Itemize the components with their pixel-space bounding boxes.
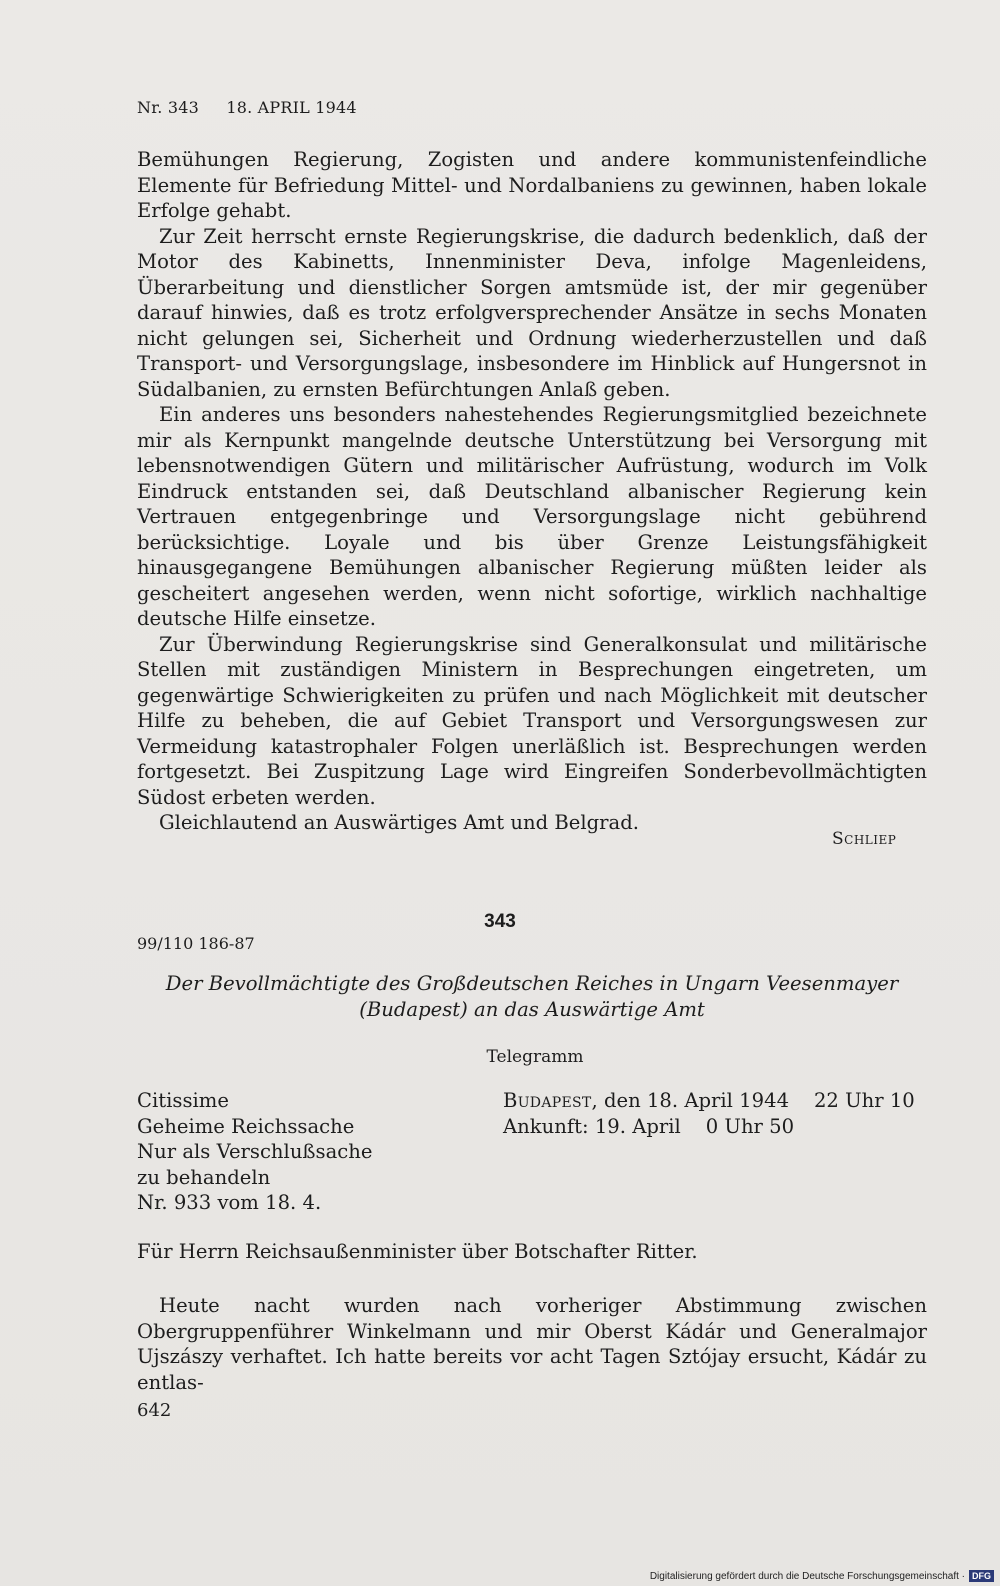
paragraph: Ein anderes uns besonders nahestehendes Regierungsmitglied bezeichnete mir als Kernpunkt mangelnde deutsche Unterstützung bei Versorgung mit lebensnotwendigen Gütern und militärischer Aufrüstung, wodurch im Volk Eindruck entstanden sei, daß Deutschland albanischer Regierung kein Vertrauen entgegenbringe und Versorgungslage nicht gebührend berücksichtige. Loyale und bis über Grenze Leistungsfähigkeit hinausgegangene Bemühungen albanischer Regierung müßten leider als gescheitert angesehen werden, wenn nicht sofortige, wirklich nachhaltige deutsche Hilfe einsetze. [137,403,927,630]
classification-line: Nr. 933 vom 18. 4. [137,1191,322,1214]
classification-line: Geheime Reichssache [137,1114,355,1138]
header-date: 18. APRIL 1944 [226,98,357,117]
addressee-line: Für Herrn Reichsaußenminister über Botschafter Ritter. [137,1240,698,1263]
classification-block [137,1088,372,1216]
signature: Schliep [832,829,897,849]
footer-credit [650,1570,994,1582]
paragraph: Heute nacht wurden nach vorheriger Abstimmung zwischen Obergruppenführer Winkelmann und mir Oberst Kádár und Generalmajor Ujszászy verhaftet. Ich hatte bereits vor acht Tagen Sztójay ersucht, Kádár zu entlas- [137,1294,927,1394]
header-doc-ref: Nr. 343 [137,98,200,117]
dfg-logo: DFG [969,1570,994,1582]
document-type: Telegramm [486,1047,584,1067]
classification-line: zu behandeln [137,1165,271,1189]
document-title: Der Bevollmächtigte des Großdeutschen Reiches in Ungarn Veesenmayer (Budapest) an das Auswärtige Amt [165,972,899,1021]
document-body [137,1293,927,1395]
page-number: 642 [137,1400,172,1421]
origin-place: Budapest [503,1089,592,1112]
running-header [137,98,357,117]
paragraph: Zur Überwindung Regierungskrise sind Generalkonsulat und militärische Stellen mit zuständigen Ministern in Besprechungen eingetreten, um gegenwärtige Schwierigkeiten zu prüfen und nach Möglichkeit mit deutscher Hilfe zu beheben, die auf Gebiet Transport und Versorgungswesen zur Vermeidung katastrophaler Folgen unerläßlich ist. Besprechungen werden fortgesetzt. Bei Zuspitzung Lage wird Eingreifen Sonderbevollmächtigten Südost erbeten werden. [137,632,927,809]
arrival-line: Ankunft: 19. April 0 Uhr 50 [503,1114,795,1138]
file-code: 99/110 186-87 [137,934,255,953]
paragraph: Gleichlautend an Auswärtiges Amt und Belgrad. [159,811,639,834]
continued-text [137,147,927,836]
classification-line: Citissime [137,1089,229,1112]
classification-line: Nur als Verschlußsache [137,1140,373,1163]
footer-credit-text: Digitalisierung gefördert durch die Deutsche Forschungsgemeinschaft · [649,1570,965,1582]
dispatch-block [503,1088,915,1139]
origin-date-time: , den 18. April 1944 22 Uhr 10 [591,1089,915,1112]
dispatch-line [503,1088,915,1114]
paragraph: Zur Zeit herrscht ernste Regierungskrise, die dadurch bedenklich, daß der Motor des Kabinetts, Innenminister Deva, infolge Magenleidens, Überarbeitung und dienstlicher Sorgen amtsmüde ist, der mir gegenüber darauf hinwies, daß es trotz erfolgversprechender Ansätze in sechs Monaten nicht gelungen sei, Sicherheit und Ordnung wiederherzustellen und daß Transport- und Versorgungslage, insbesondere im Hinblick auf Hungersnot in Südalbanien, zu ernsten Befürchtungen Anlaß geben. [137,224,927,401]
paragraph: Bemühungen Regierung, Zogisten und andere kommunistenfeindliche Elemente für Befriedung Mittel- und Nordalbaniens zu gewinnen, haben lokale Erfolge gehabt. [137,148,927,222]
document-number: 343 [484,911,516,932]
